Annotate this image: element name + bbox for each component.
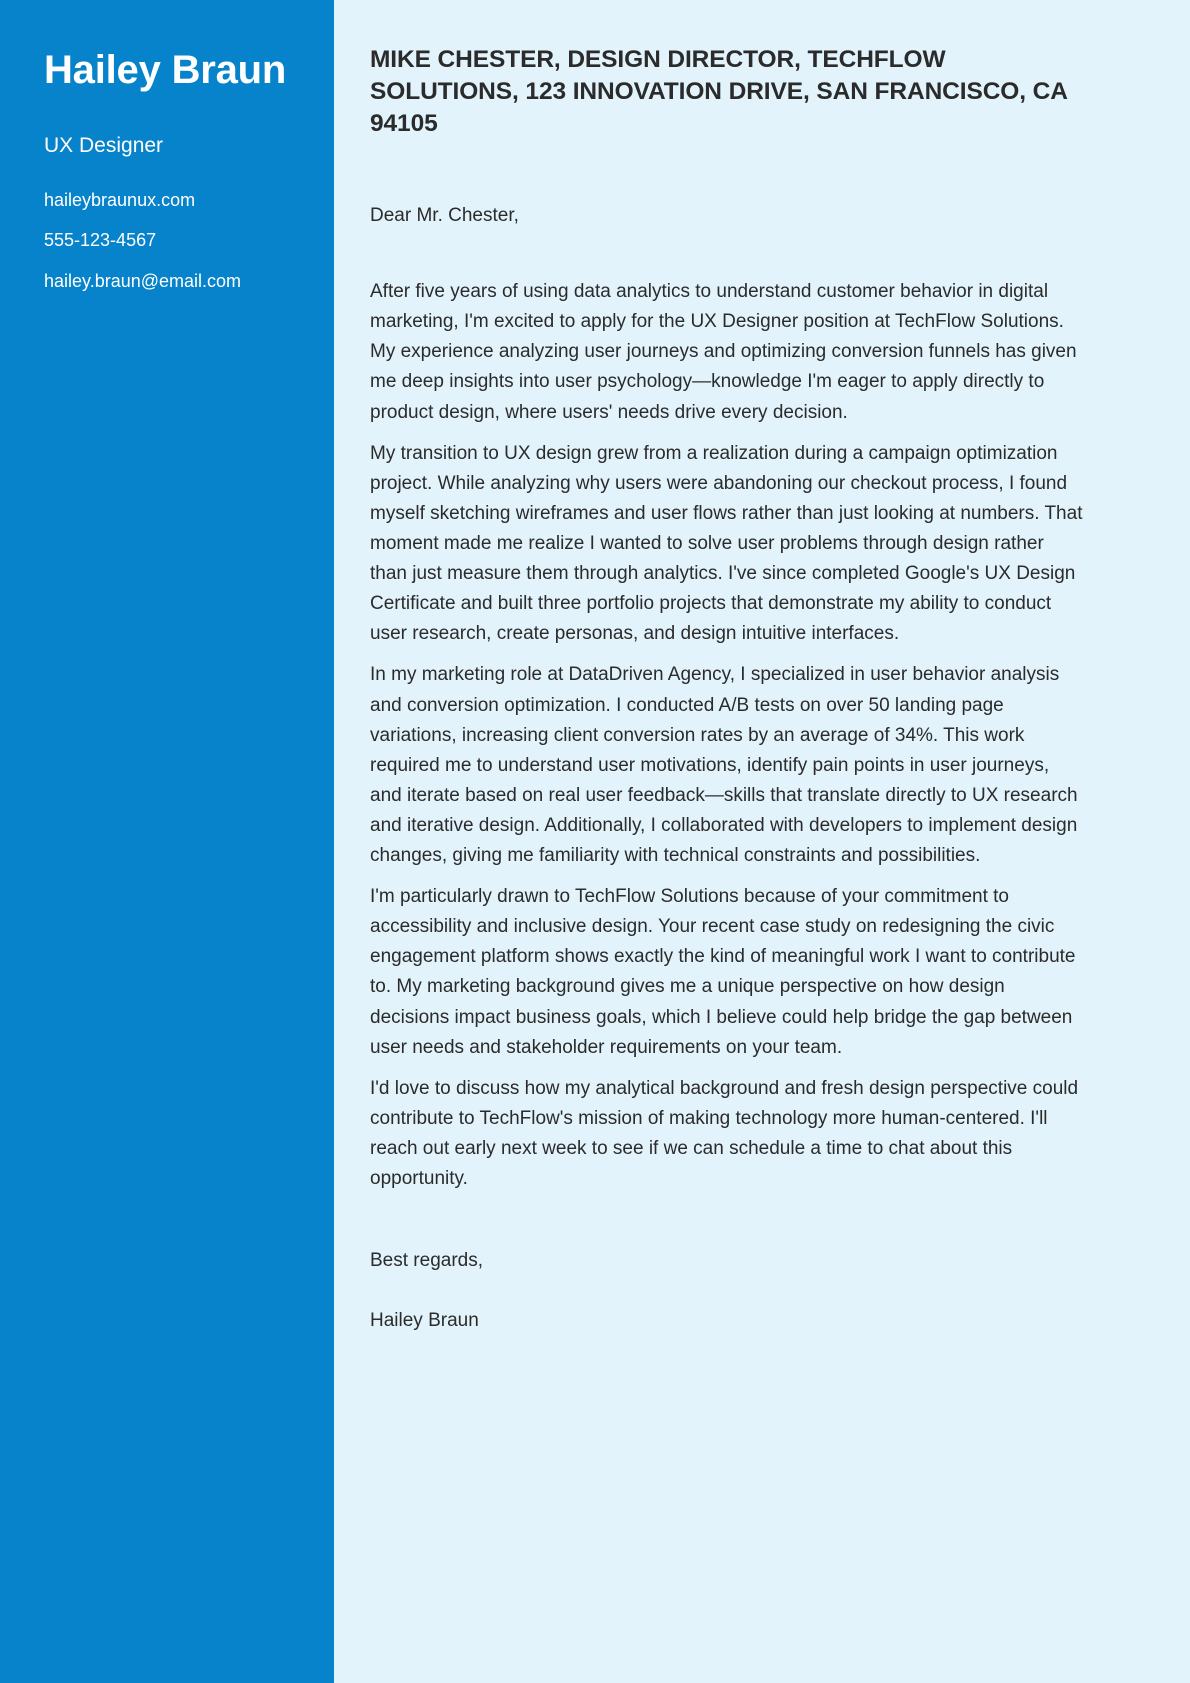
letter-paragraph: I'm particularly drawn to TechFlow Solutions because of your commitment to accessibility and inclusive design. Your recent case study on redesigning the civic engagement platform shows exactly the kind of meaningful work I want to contribute to. My marketing background gives me a unique perspective on how design decisions impact business goals, which I believe could help bridge the gap between user needs and stakeholder requirements on your team. [370, 886, 1076, 1058]
contact-website[interactable]: haileybraunux.com [44, 190, 196, 211]
applicant-job-title: UX Designer [44, 133, 164, 157]
letter-paragraph: After five years of using data analytics to understand customer behavior in digital marketing, I'm excited to apply for the UX Designer position at TechFlow Solutions. My experience analyzing user journeys and optimizing conversion funnels has given me deep insights into user psychology—knowledge I'm eager to apply directly to product design, where users' needs drive every decision. [370, 281, 1077, 423]
letter-body [370, 277, 1086, 1194]
letter-paragraph: I'd love to discuss how my analytical background and fresh design perspective could contribute to TechFlow's mission of making technology more human-centered. I'll reach out early next week to see if we can schedule a time to chat about this opportunity. [370, 1077, 1079, 1190]
letter-paragraph: In my marketing role at DataDriven Agency, I specialized in user behavior analysis and conversion optimization. I conducted A/B tests on over 50 landing page variations, increasing client conversion rates by an average of 34%. This work required me to understand user motivations, identify pain points in user journeys, and iterate based on real user feedback—skills that translate directly to UX research and iterative design. Additionally, I collaborated with developers to implement design changes, giving me familiarity with technical constraints and possibilities. [370, 664, 1078, 867]
letter-paragraph: My transition to UX design grew from a realization during a campaign optimization project. While analyzing why users were abandoning our checkout process, I found myself sketching wireframes and user flows rather than just looking at numbers. That moment made me realize I wanted to solve user problems through design rather than just measure them through analytics. I've since completed Google's UX Design Certificate and built three portfolio projects that demonstrate my ability to conduct user research, create personas, and design intuitive interfaces. [370, 442, 1083, 645]
signature-name: Hailey Braun [370, 1309, 479, 1331]
closing-salutation: Best regards, [370, 1250, 483, 1272]
salutation: Dear Mr. Chester, [370, 204, 519, 226]
sidebar [0, 0, 334, 1683]
contact-email[interactable]: hailey.braun@email.com [44, 270, 242, 291]
letter-content [334, 0, 1190, 1683]
recipient-heading: MIKE CHESTER, DESIGN DIRECTOR, TECHFLOW SOLUTIONS, 123 INNOVATION DRIVE, SAN FRANCISCO, CA 94105 [370, 46, 1067, 137]
closing-block [370, 1247, 1086, 1334]
applicant-name: Hailey Braun [44, 48, 287, 92]
contact-list [44, 189, 292, 293]
contact-phone[interactable]: 555-123-4567 [44, 230, 157, 251]
